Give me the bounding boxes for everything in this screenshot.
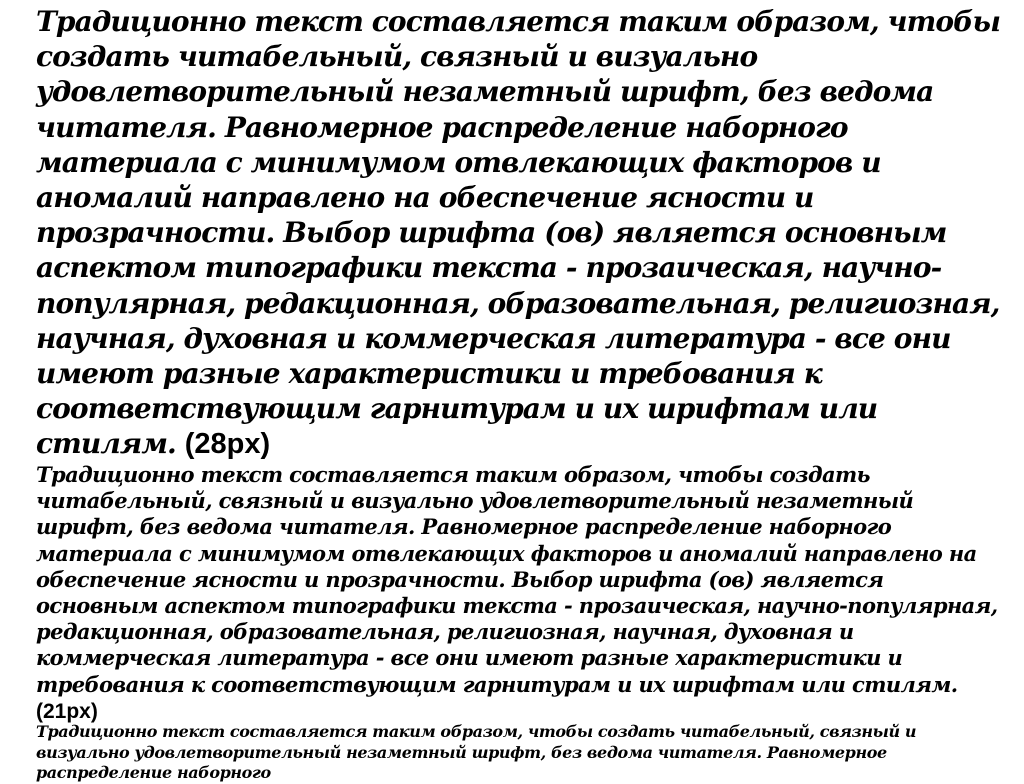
size-label: (28px) [184,428,271,461]
size-label: (21px) [36,699,98,723]
text-sample-28px [36,4,1011,463]
text-sample-21px [36,462,1011,725]
sample-text: Традиционно текст составляется таким образом, чтобы создать читабельный, связный и визуально удовлетворительный незаметный шрифт, без ведома читателя. Равномерное распределение наборного материала с минимумом отвлекающих факторов и аномалий направлено на обеспечение ясности и прозрачности. Выбор шрифта (ов) является основным аспектом типографики текста - прозаическая, научно-популярная, редакционная, образовательная, религиозная, научная, духовная и коммерческая литература - все они имеют разные характеристики и требования к соответствующим гарнитурам и их шрифтам или стилям. [36,5,1001,461]
sample-text: Традиционно текст составляется таким образом, чтобы создать читабельный, связный и визуально удовлетворительный незаметный шрифт, без ведома читателя. Равномерное распределение наборного материала с минимумом отвлекающих факторов и аномалий направлено на обеспечение ясности и прозрачности. Выбор шрифта (ов) является основным аспектом типографики текста - прозаическая, научно-популярная, редакционная, образовательная, религиозная, научная, духовная и коммерческая литература - все они имеют разные характеристики и требования к соответствующим гарнитурам и их шрифтам или стилям. [36,462,998,697]
text-sample-16px [36,722,1011,784]
sample-text: Традиционно текст составляется таким образом, чтобы создать читабельный, связный и визуально удовлетворительный незаметный шрифт, без ведома читателя. Равномерное распределение наборного [36,722,917,782]
